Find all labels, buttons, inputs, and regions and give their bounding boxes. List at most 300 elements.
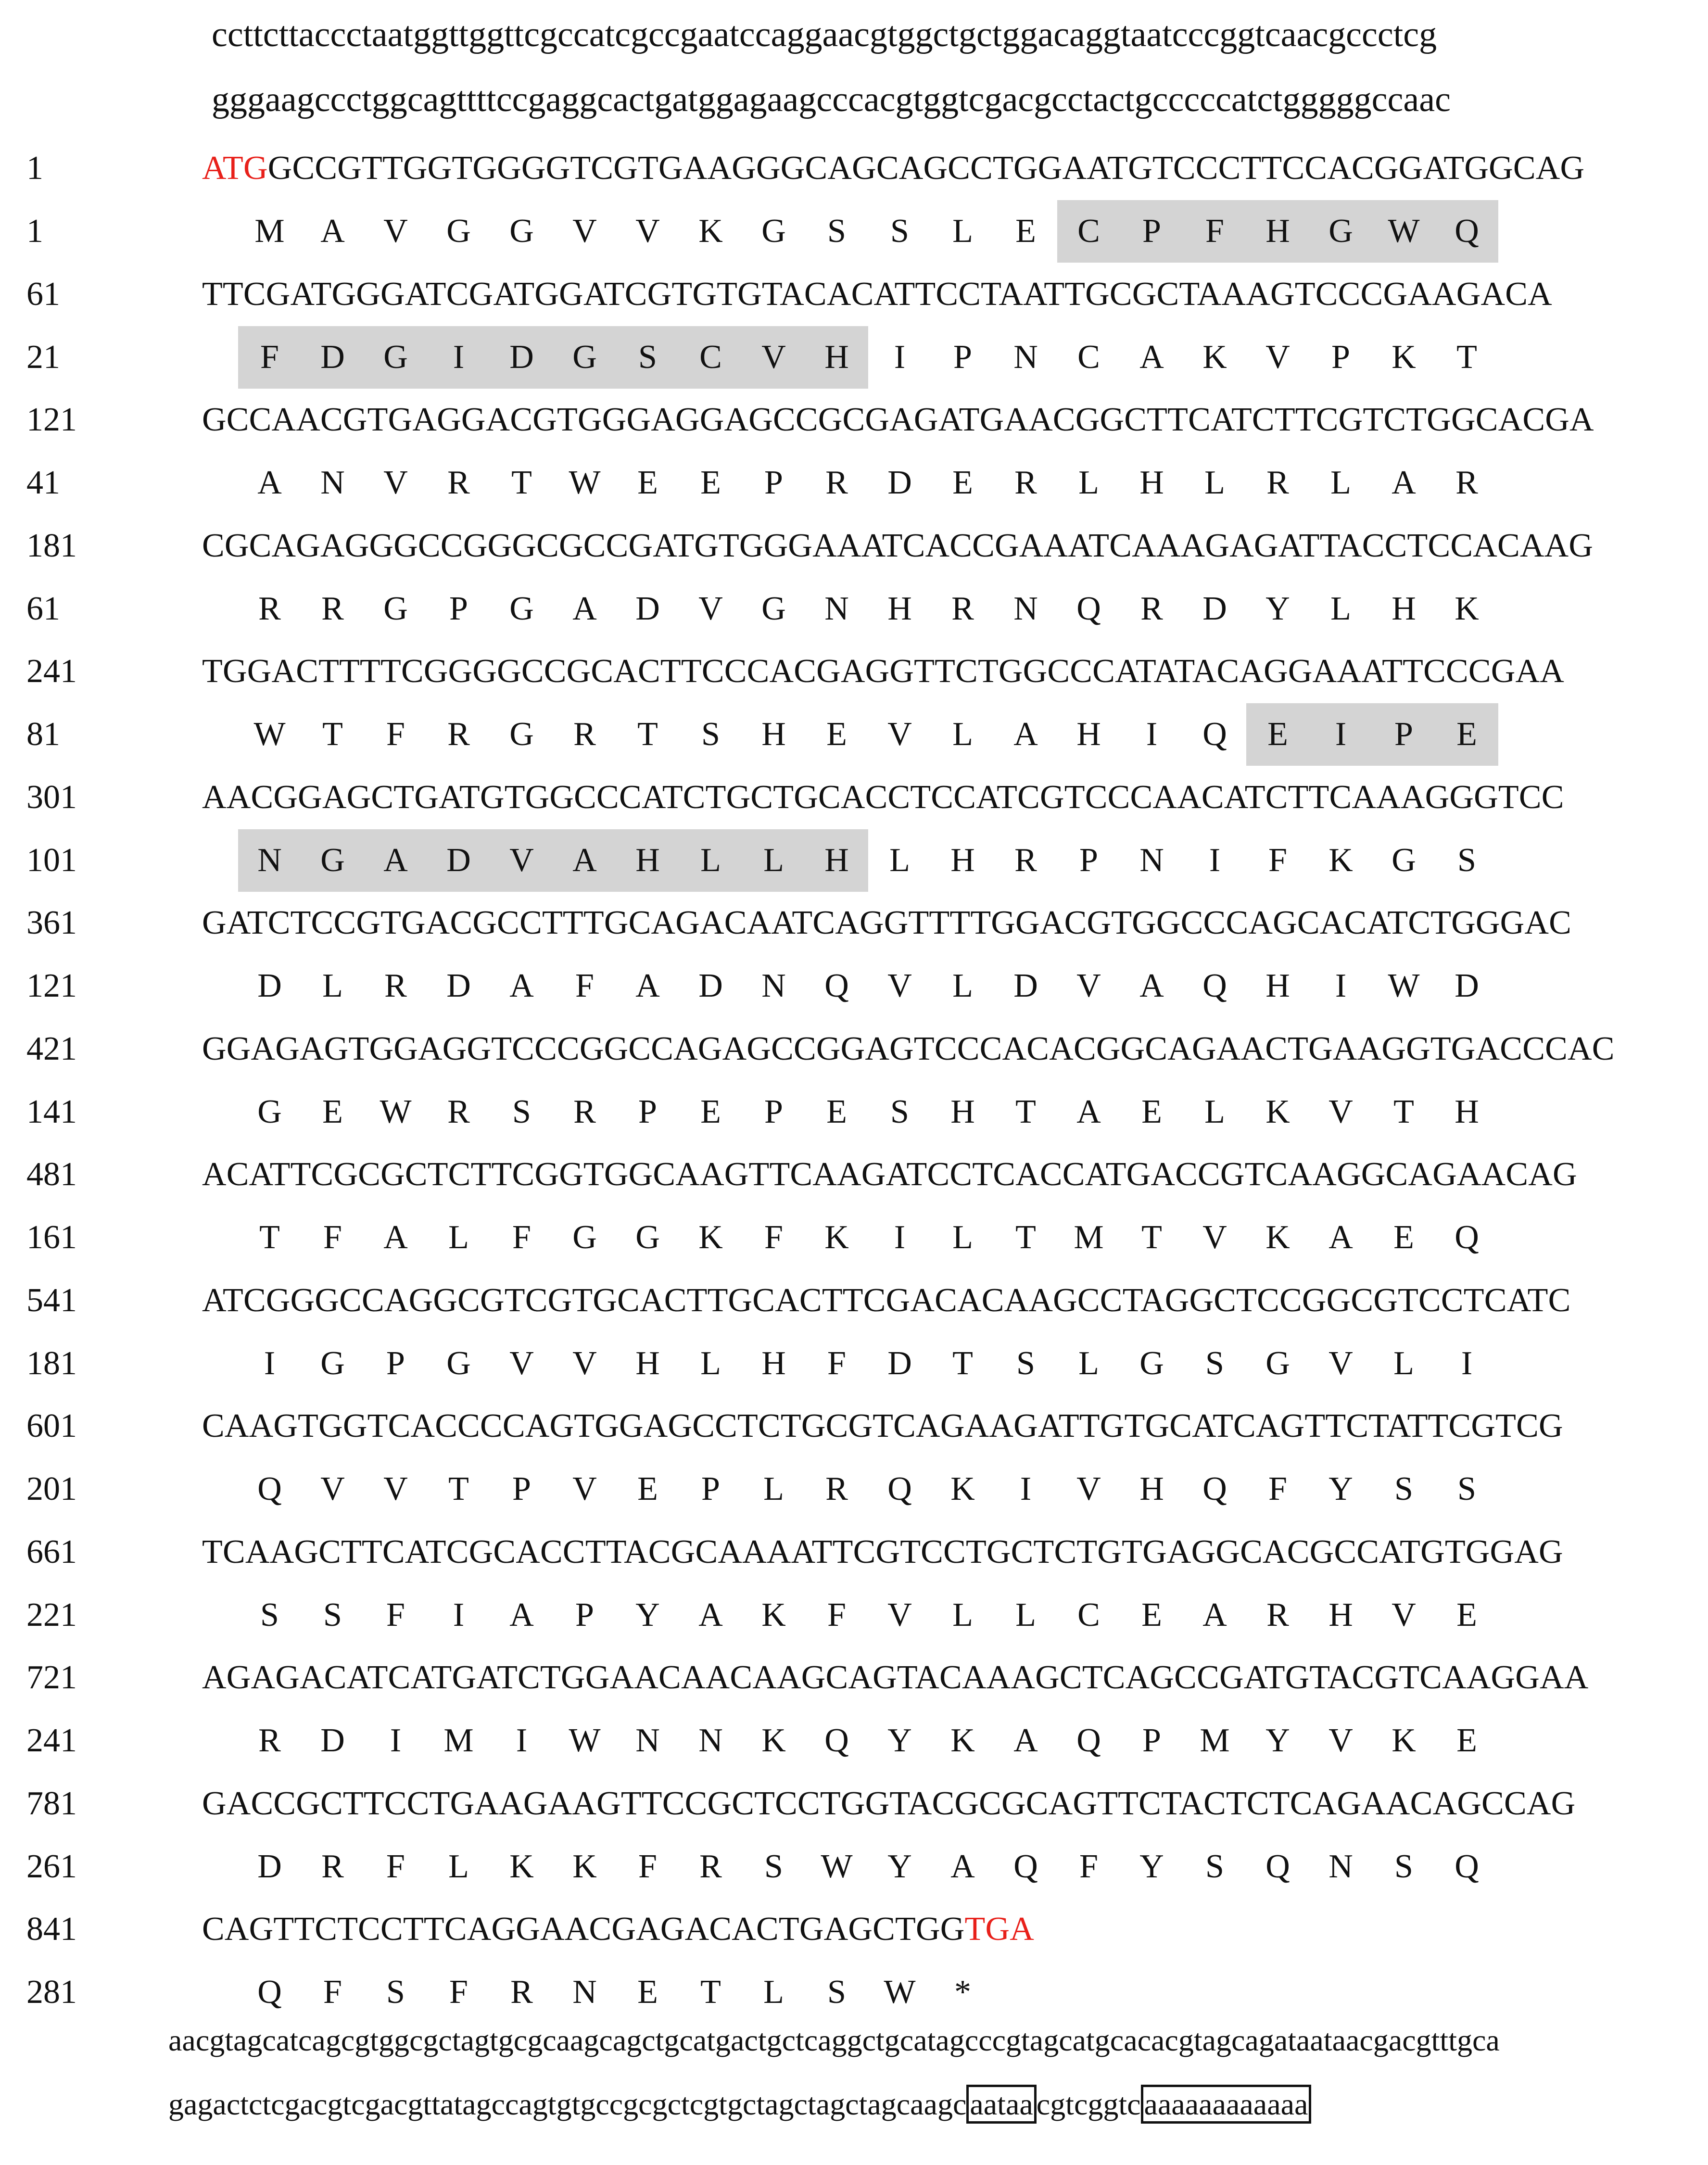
amino-acid-residue: I — [1461, 1345, 1473, 1382]
amino-acid-residue: A — [509, 967, 534, 1004]
motif-residue: P — [1120, 200, 1183, 263]
amino-acid-sequence — [238, 703, 1498, 766]
amino-acid-residue: Q — [1202, 967, 1227, 1004]
amino-acid-residue: I — [1209, 842, 1221, 879]
amino-acid-residue: V — [887, 716, 912, 753]
nucleotide-sequence: GATCTCCGTGACGCCTTTGCAGACAATCAGGTTTTGGACGTGGCCCAGCACATCTGGGAC — [202, 904, 1572, 941]
amino-acid-residue: R — [447, 1093, 470, 1130]
amino-acid-residue: S — [386, 1974, 405, 2011]
amino-acid-sequence — [238, 578, 1498, 640]
amino-acid-residue: R — [1266, 1596, 1289, 1633]
amino-acid-residue: H — [761, 1345, 786, 1382]
amino-acid-residue: K — [761, 1722, 786, 1759]
amino-acid-residue: * — [954, 1974, 971, 2011]
utr3-line-2-start: gagactctcgacgtcgacgttatagccagtgtgccgcgctcgtgctagctagctagcaagc — [168, 2087, 967, 2121]
nucleotide-sequence: ACATTCGCGCTCTTCGGTGGCAAGTTCAAGATCCTCACCATGACCGTCAAGGCAGAACAG — [202, 1156, 1577, 1193]
amino-acid-residue: Q — [887, 1470, 912, 1507]
amino-acid-residue: N — [1328, 1848, 1353, 1885]
amino-acid-sequence — [238, 1458, 1498, 1520]
nucleotide-position-number: 301 — [26, 779, 77, 816]
amino-acid-residue: R — [573, 1093, 596, 1130]
amino-acid-residue: R — [510, 1974, 533, 2011]
amino-acid-residue: W — [569, 464, 601, 501]
amino-acid-row — [0, 955, 1708, 1017]
amino-acid-residue: V — [1076, 1470, 1101, 1507]
amino-acid-residue: P — [449, 590, 468, 627]
amino-acid-residue: S — [1457, 842, 1476, 879]
amino-acid-residue: N — [1013, 339, 1038, 376]
motif-residue: W — [1372, 200, 1435, 263]
amino-acid-residue: K — [1392, 1722, 1416, 1759]
amino-acid-residue: T — [511, 464, 532, 501]
amino-acid-residue: A — [320, 213, 345, 250]
amino-acid-residue: H — [887, 590, 912, 627]
amino-acid-residue: H — [950, 1093, 975, 1130]
motif-residue: H — [805, 829, 868, 892]
amino-acid-residue: F — [323, 1219, 342, 1256]
amino-acid-residue: I — [894, 339, 906, 376]
amino-acid-residue: R — [1266, 464, 1289, 501]
amino-acid-residue: P — [953, 339, 972, 376]
motif-residue: F — [238, 326, 301, 389]
amino-acid-residue: K — [950, 1722, 975, 1759]
amino-acid-residue: V — [509, 1345, 534, 1382]
amino-acid-residue: P — [575, 1596, 594, 1633]
amino-acid-residue: G — [509, 716, 534, 753]
amino-acid-residue: A — [1202, 1596, 1227, 1633]
amino-acid-residue: R — [447, 464, 470, 501]
amino-acid-residue: E — [1015, 213, 1036, 250]
utr3-line-2 — [168, 2087, 1311, 2122]
amino-acid-sequence — [238, 1584, 1498, 1646]
amino-acid-residue: S — [1394, 1470, 1413, 1507]
amino-acid-residue: R — [1014, 842, 1037, 879]
amino-acid-residue: T — [1141, 1219, 1162, 1256]
amino-acid-residue: I — [1146, 716, 1158, 753]
nucleotide-sequence — [202, 1898, 1034, 1961]
motif-residue: E — [1246, 703, 1309, 766]
nucleotide-row — [0, 1521, 1708, 1583]
amino-acid-residue: Y — [1139, 1848, 1164, 1885]
amino-acid-position-number: 21 — [26, 339, 60, 376]
amino-acid-row — [0, 1206, 1708, 1269]
amino-acid-residue: R — [321, 1848, 344, 1885]
amino-acid-position-number: 241 — [26, 1722, 77, 1759]
nucleotide-row — [0, 137, 1708, 200]
amino-acid-residue: R — [951, 590, 974, 627]
amino-acid-residue: Y — [887, 1848, 912, 1885]
amino-acid-residue: H — [1139, 1470, 1164, 1507]
amino-acid-residue: G — [446, 213, 471, 250]
amino-acid-residue: I — [1335, 967, 1347, 1004]
amino-acid-position-number: 181 — [26, 1345, 77, 1382]
amino-acid-residue: F — [1079, 1848, 1098, 1885]
motif-residue: G — [364, 326, 427, 389]
nucleotide-row — [0, 1018, 1708, 1080]
amino-acid-position-number: 81 — [26, 716, 60, 753]
motif-residue: G — [553, 326, 616, 389]
amino-acid-residue: S — [260, 1596, 279, 1633]
amino-acid-residue: A — [698, 1596, 723, 1633]
amino-acid-residue: D — [257, 1848, 282, 1885]
amino-acid-residue: K — [698, 213, 723, 250]
amino-acid-residue: N — [635, 1722, 660, 1759]
amino-acid-residue: Q — [1013, 1848, 1038, 1885]
amino-acid-residue: N — [572, 1974, 597, 2011]
nucleotide-row — [0, 515, 1708, 577]
amino-acid-residue: E — [637, 464, 658, 501]
nucleotide-sequence: GGAGAGTGGAGGTCCCGGCCAGAGCCGGAGTCCCACACGGCAGAACTGAAGGTGACCCAC — [202, 1030, 1615, 1067]
motif-residue: A — [553, 829, 616, 892]
amino-acid-residue: Y — [1328, 1470, 1353, 1507]
nucleotide-position-number: 661 — [26, 1533, 77, 1570]
amino-acid-residue: Y — [1265, 1722, 1290, 1759]
amino-acid-residue: D — [257, 967, 282, 1004]
nucleotide-row — [0, 1269, 1708, 1332]
amino-acid-residue: T — [1456, 339, 1477, 376]
amino-acid-residue: H — [635, 1345, 660, 1382]
amino-acid-residue: M — [254, 213, 285, 250]
amino-acid-residue: K — [1202, 339, 1227, 376]
motif-residue: H — [805, 326, 868, 389]
motif-residue: C — [1057, 200, 1120, 263]
motif-residue: I — [427, 326, 490, 389]
amino-acid-residue: H — [1455, 1093, 1479, 1130]
amino-acid-position-number: 61 — [26, 590, 60, 627]
amino-acid-residue: F — [512, 1219, 531, 1256]
amino-acid-residue: K — [824, 1219, 849, 1256]
amino-acid-residue: H — [1139, 464, 1164, 501]
nucleotide-position-number: 781 — [26, 1785, 77, 1822]
amino-acid-sequence — [238, 1836, 1498, 1898]
amino-acid-residue: G — [761, 213, 786, 250]
amino-acid-position-number: 1 — [26, 213, 43, 250]
amino-acid-residue: W — [569, 1722, 601, 1759]
amino-acid-position-number: 101 — [26, 842, 77, 879]
amino-acid-residue: G — [635, 1219, 660, 1256]
motif-residue: H — [616, 829, 679, 892]
polyadenylation-signal-box: aataa — [966, 2085, 1036, 2124]
amino-acid-residue: H — [1392, 590, 1416, 627]
motif-residue: P — [1372, 703, 1435, 766]
amino-acid-residue: F — [386, 1848, 405, 1885]
amino-acid-residue: K — [1392, 339, 1416, 376]
motif-residue: N — [238, 829, 301, 892]
motif-residue: D — [301, 326, 364, 389]
amino-acid-residue: A — [1139, 967, 1164, 1004]
amino-acid-residue: V — [572, 213, 597, 250]
amino-acid-row — [0, 1458, 1708, 1520]
nucleotide-sequence: TCAAGCTTCATCGCACCTTACGCAAAATTCGTCCTGCTCTGTGAGGCACGCCATGTGGAG — [202, 1533, 1563, 1570]
amino-acid-residue: Y — [635, 1596, 660, 1633]
motif-residue: G — [1309, 200, 1372, 263]
amino-acid-residue: F — [638, 1848, 657, 1885]
amino-acid-residue: K — [572, 1848, 597, 1885]
amino-acid-row — [0, 578, 1708, 640]
amino-acid-row — [0, 703, 1708, 766]
motif-residue: D — [490, 326, 553, 389]
amino-acid-position-number: 201 — [26, 1470, 77, 1507]
amino-acid-residue: L — [952, 967, 973, 1004]
amino-acid-residue: N — [320, 464, 345, 501]
amino-acid-row — [0, 1081, 1708, 1143]
amino-acid-residue: F — [386, 716, 405, 753]
amino-acid-residue: V — [887, 967, 912, 1004]
amino-acid-residue: I — [516, 1722, 528, 1759]
amino-acid-residue: T — [952, 1345, 973, 1382]
amino-acid-residue: V — [572, 1345, 597, 1382]
amino-acid-sequence — [238, 1332, 1498, 1395]
amino-acid-residue: S — [1016, 1345, 1035, 1382]
amino-acid-row — [0, 452, 1708, 514]
amino-acid-residue: F — [1268, 842, 1287, 879]
amino-acid-residue: R — [1140, 590, 1163, 627]
amino-acid-residue: L — [1330, 464, 1351, 501]
amino-acid-residue: D — [698, 967, 723, 1004]
amino-acid-residue: L — [1078, 464, 1099, 501]
amino-acid-position-number: 261 — [26, 1848, 77, 1885]
amino-acid-residue: V — [1265, 339, 1290, 376]
amino-acid-residue: C — [1077, 1596, 1100, 1633]
amino-acid-residue: M — [443, 1722, 474, 1759]
nucleotide-position-number: 601 — [26, 1407, 77, 1444]
nucleotide-row — [0, 1898, 1708, 1961]
motif-residue: D — [427, 829, 490, 892]
amino-acid-residue: G — [509, 213, 534, 250]
amino-acid-residue: N — [824, 590, 849, 627]
amino-acid-residue: D — [887, 464, 912, 501]
amino-acid-residue: Q — [1076, 1722, 1101, 1759]
nucleotide-row — [0, 263, 1708, 326]
nucleotide-row — [0, 766, 1708, 829]
amino-acid-residue: G — [509, 590, 534, 627]
amino-acid-residue: L — [952, 716, 973, 753]
amino-acid-residue: E — [1456, 1722, 1477, 1759]
nucleotide-row — [0, 1143, 1708, 1206]
motif-residue: V — [742, 326, 805, 389]
amino-acid-residue: E — [322, 1093, 343, 1130]
amino-acid-residue: R — [825, 464, 848, 501]
amino-acid-residue: Q — [257, 1974, 282, 2011]
amino-acid-residue: F — [1268, 1470, 1287, 1507]
amino-acid-residue: N — [1139, 842, 1164, 879]
nucleotide-position-number: 121 — [26, 401, 77, 438]
amino-acid-residue: S — [1205, 1345, 1224, 1382]
amino-acid-residue: G — [1392, 842, 1416, 879]
amino-acid-residue: D — [1455, 967, 1479, 1004]
amino-acid-residue: T — [700, 1974, 721, 2011]
amino-acid-residue: E — [700, 464, 721, 501]
amino-acid-residue: R — [447, 716, 470, 753]
nucleotide-sequence: AGAGACATCATGATCTGGAACAACAAGCAGTACAAAGCTCAGCCGATGTACGTCAAGGAA — [202, 1659, 1589, 1696]
motif-residue: F — [1183, 200, 1246, 263]
amino-acid-residue: S — [701, 716, 720, 753]
amino-acid-residue: I — [390, 1722, 402, 1759]
amino-acid-residue: K — [1455, 590, 1479, 627]
amino-acid-residue: V — [383, 213, 408, 250]
utr3-line-1: aacgtagcatcagcgtggcgctagtgcgcaagcagctgcatgactgctcaggctgcatagcccgtagcatgcacacgtagcagataataacgacgtttgca — [168, 2023, 1500, 2057]
amino-acid-residue: R — [384, 967, 407, 1004]
amino-acid-residue: F — [764, 1219, 783, 1256]
nucleotide-sequence: TTCGATGGGATCGATGGATCGTGTGTACACATTCCTAATTGCGCTAAAGTCCCGAAGACA — [202, 276, 1552, 313]
amino-acid-residue: D — [320, 1722, 345, 1759]
amino-acid-residue: V — [1328, 1093, 1353, 1130]
nucleotide-row — [0, 389, 1708, 451]
utr5-line-1: ccttcttaccctaatggttggttcgccatcgccgaatccaggaacgtggctgctggacaggtaatcccggtcaacgccctcg — [212, 15, 1437, 54]
amino-acid-residue: A — [1392, 464, 1416, 501]
nucleotide-sequence: TGGACTTTTCGGGGCCGCACTTCCCACGAGGTTCTGGCCCATATACAGGAAATTCCCGAA — [202, 653, 1564, 690]
amino-acid-residue: E — [952, 464, 973, 501]
amino-acid-residue: A — [509, 1596, 534, 1633]
amino-acid-residue: W — [380, 1093, 412, 1130]
amino-acid-residue: V — [1076, 967, 1101, 1004]
amino-acid-row — [0, 1961, 1708, 2024]
amino-acid-residue: A — [1013, 1722, 1038, 1759]
nucleotide-row — [0, 1773, 1708, 1835]
amino-acid-residue: P — [1079, 842, 1098, 879]
amino-acid-position-number: 281 — [26, 1974, 77, 2011]
amino-acid-residue: E — [1141, 1093, 1162, 1130]
stop-codon: TGA — [964, 1911, 1034, 1948]
amino-acid-sequence — [238, 1961, 994, 2024]
amino-acid-residue: Q — [1202, 716, 1227, 753]
amino-acid-residue: F — [449, 1974, 468, 2011]
nucleotide-row — [0, 1646, 1708, 1709]
amino-acid-residue: E — [637, 1974, 658, 2011]
amino-acid-residue: G — [1265, 1345, 1290, 1382]
amino-acid-residue: L — [952, 1219, 973, 1256]
amino-acid-residue: M — [1074, 1219, 1104, 1256]
amino-acid-residue: N — [761, 967, 786, 1004]
amino-acid-residue: H — [761, 716, 786, 753]
motif-residue: G — [301, 829, 364, 892]
amino-acid-residue: S — [512, 1093, 531, 1130]
amino-acid-residue: W — [821, 1848, 853, 1885]
amino-acid-residue: V — [572, 1470, 597, 1507]
amino-acid-residue: P — [764, 1093, 783, 1130]
motif-residue: S — [616, 326, 679, 389]
amino-acid-residue: P — [1142, 1722, 1161, 1759]
amino-acid-residue: S — [827, 213, 846, 250]
amino-acid-residue: L — [1330, 590, 1351, 627]
amino-acid-residue: F — [323, 1974, 342, 2011]
motif-residue: A — [364, 829, 427, 892]
amino-acid-residue: H — [950, 842, 975, 879]
amino-acid-residue: E — [1141, 1596, 1162, 1633]
amino-acid-residue: K — [698, 1219, 723, 1256]
amino-acid-residue: V — [383, 464, 408, 501]
amino-acid-sequence — [238, 1081, 1498, 1143]
nucleotide-sequence: ATCGGGCCAGGCGTCGTGCACTTGCACTTCGACACAAGCCTAGGCTCCGGCGTCCTCATC — [202, 1282, 1571, 1319]
amino-acid-residue: E — [1393, 1219, 1414, 1256]
amino-acid-residue: R — [825, 1470, 848, 1507]
amino-acid-residue: V — [1328, 1345, 1353, 1382]
amino-acid-residue: R — [1014, 464, 1037, 501]
amino-acid-residue: T — [1015, 1219, 1036, 1256]
amino-acid-residue: T — [448, 1470, 469, 1507]
amino-acid-sequence — [238, 1709, 1498, 1772]
amino-acid-residue: L — [448, 1219, 469, 1256]
amino-acid-residue: V — [635, 213, 660, 250]
amino-acid-residue: E — [826, 1093, 847, 1130]
amino-acid-residue: F — [575, 967, 594, 1004]
amino-acid-residue: Q — [824, 1722, 849, 1759]
amino-acid-residue: V — [320, 1470, 345, 1507]
amino-acid-sequence — [238, 452, 1498, 514]
amino-acid-residue: P — [1331, 339, 1350, 376]
amino-acid-residue: H — [1328, 1596, 1353, 1633]
amino-acid-residue: S — [764, 1848, 783, 1885]
amino-acid-residue: Q — [1455, 1219, 1479, 1256]
motif-residue: I — [1309, 703, 1372, 766]
nucleotide-row — [0, 892, 1708, 954]
nucleotide-position-number: 421 — [26, 1030, 77, 1067]
amino-acid-residue: M — [1200, 1722, 1230, 1759]
amino-acid-residue: V — [1328, 1722, 1353, 1759]
amino-acid-residue: L — [1204, 464, 1225, 501]
amino-acid-residue: I — [264, 1345, 276, 1382]
amino-acid-residue: T — [259, 1219, 280, 1256]
amino-acid-residue: P — [701, 1470, 720, 1507]
nucleotide-sequence: AACGGAGCTGATGTGGCCCATCTGCTGCACCTCCATCGTCCCAACATCTTCAAAGGGTCC — [202, 779, 1564, 816]
amino-acid-residue: T — [1015, 1093, 1036, 1130]
amino-acid-residue: I — [1020, 1470, 1032, 1507]
nucleotide-position-number: 61 — [26, 276, 60, 313]
nucleotide-position-number: 361 — [26, 904, 77, 941]
amino-acid-residue: L — [1393, 1345, 1414, 1382]
amino-acid-position-number: 161 — [26, 1219, 77, 1256]
amino-acid-row — [0, 1836, 1708, 1898]
amino-acid-residue: H — [1076, 716, 1101, 753]
amino-acid-residue: G — [320, 1345, 345, 1382]
nucleotide-row — [0, 640, 1708, 703]
amino-acid-sequence — [238, 1206, 1498, 1269]
nucleotide-position-number: 721 — [26, 1659, 77, 1696]
amino-acid-residue: A — [1013, 716, 1038, 753]
amino-acid-row — [0, 1709, 1708, 1772]
amino-acid-residue: L — [952, 1596, 973, 1633]
amino-acid-residue: L — [1078, 1345, 1099, 1382]
amino-acid-residue: A — [383, 1219, 408, 1256]
nucleotide-position-number: 181 — [26, 527, 77, 564]
amino-acid-residue: G — [446, 1345, 471, 1382]
amino-acid-row — [0, 1584, 1708, 1646]
amino-acid-residue: R — [321, 590, 344, 627]
amino-acid-residue: V — [1202, 1219, 1227, 1256]
amino-acid-residue: L — [322, 967, 343, 1004]
amino-acid-residue: H — [1265, 967, 1290, 1004]
amino-acid-residue: W — [253, 716, 286, 753]
amino-acid-residue: F — [827, 1596, 846, 1633]
amino-acid-residue: L — [889, 842, 910, 879]
amino-acid-sequence — [238, 829, 1498, 892]
nucleotide-sequence: GACCGCTTCCTGAAGAAGTTCCGCTCCTGGTACGCGCAGTTCTACTCTCAGAACAGCCAG — [202, 1785, 1576, 1822]
amino-acid-residue: L — [952, 213, 973, 250]
amino-acid-residue: R — [1455, 464, 1478, 501]
amino-acid-residue: E — [700, 1093, 721, 1130]
amino-acid-residue: D — [1013, 967, 1038, 1004]
amino-acid-residue: T — [637, 716, 658, 753]
amino-acid-sequence — [238, 955, 1498, 1017]
amino-acid-residue: A — [1328, 1219, 1353, 1256]
amino-acid-residue: A — [257, 464, 282, 501]
nucleotide-sequence: CAAGTGGTCACCCCAGTGGAGCCTCTGCGTCAGAAGATTGTGCATCAGTTCTATTCGTCG — [202, 1407, 1563, 1444]
amino-acid-residue: D — [887, 1345, 912, 1382]
amino-acid-residue: S — [1205, 1848, 1224, 1885]
amino-acid-residue: R — [258, 590, 281, 627]
amino-acid-residue: S — [890, 213, 909, 250]
amino-acid-residue: V — [698, 590, 723, 627]
